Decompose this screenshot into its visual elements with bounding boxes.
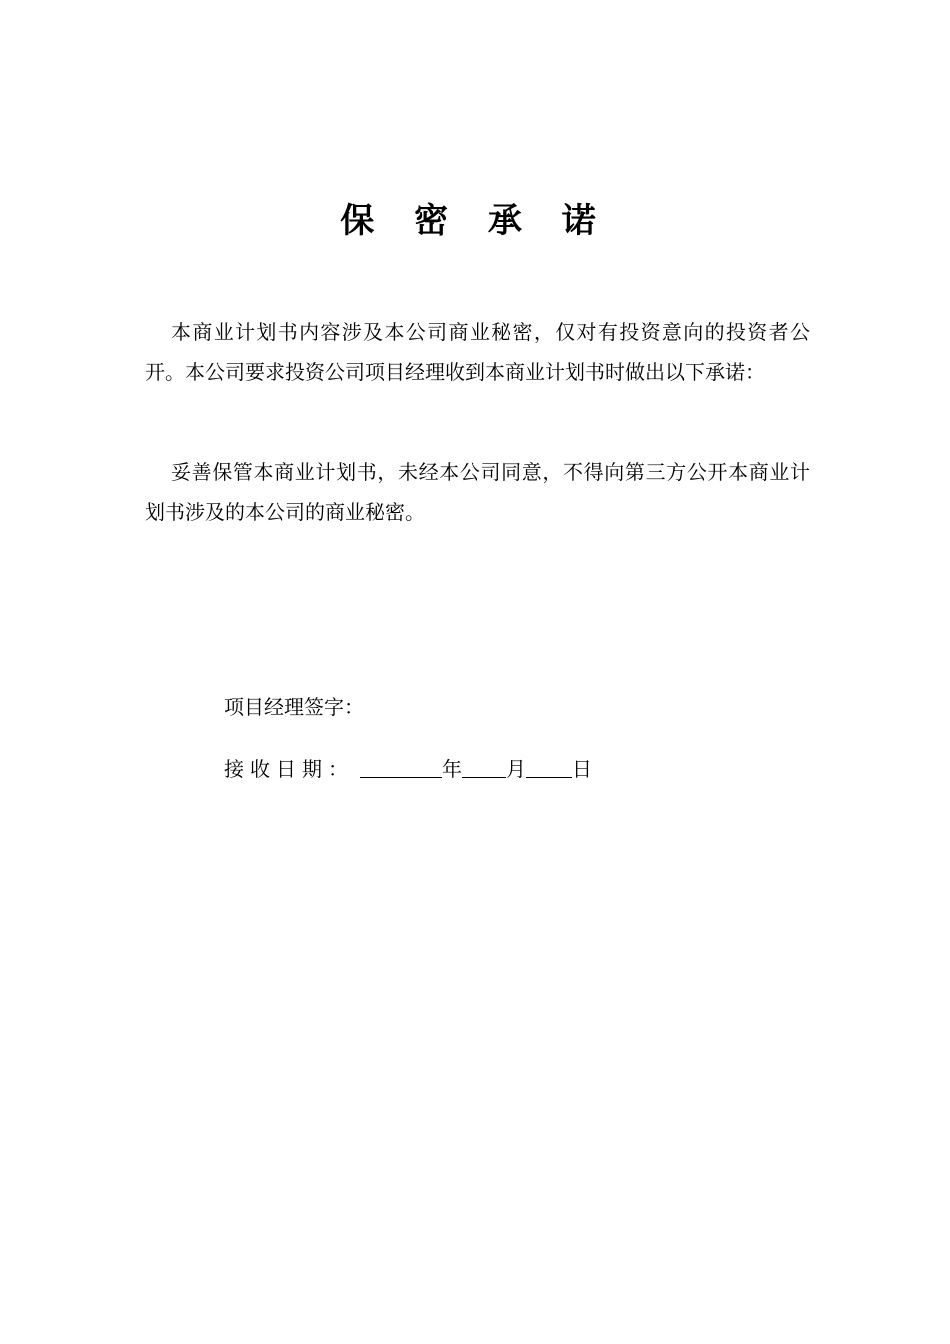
year-blank — [360, 755, 442, 778]
year-label: 年 — [442, 757, 462, 781]
signature-label: 项目经理签字： — [224, 695, 364, 719]
day-label: 日 — [572, 757, 592, 781]
commitment-paragraph-1: 本商业计划书内容涉及本公司商业秘密，仅对有投资意向的投资者公开。本公司要求投资公司项目经理收到本商业计划书时做出以下承诺： — [145, 320, 810, 384]
date-label: 接收日期： — [224, 757, 354, 781]
month-label: 月 — [506, 757, 526, 781]
document-title: 保 密 承 诺 — [340, 201, 610, 241]
commitment-paragraph-2: 妥善保管本商业计划书，未经本公司同意，不得向第三方公开本商业计划书涉及的本公司的商业秘密。 — [145, 460, 810, 524]
month-blank — [462, 755, 506, 778]
signature-line — [224, 692, 364, 722]
date-line — [224, 754, 592, 784]
day-blank — [526, 755, 572, 778]
